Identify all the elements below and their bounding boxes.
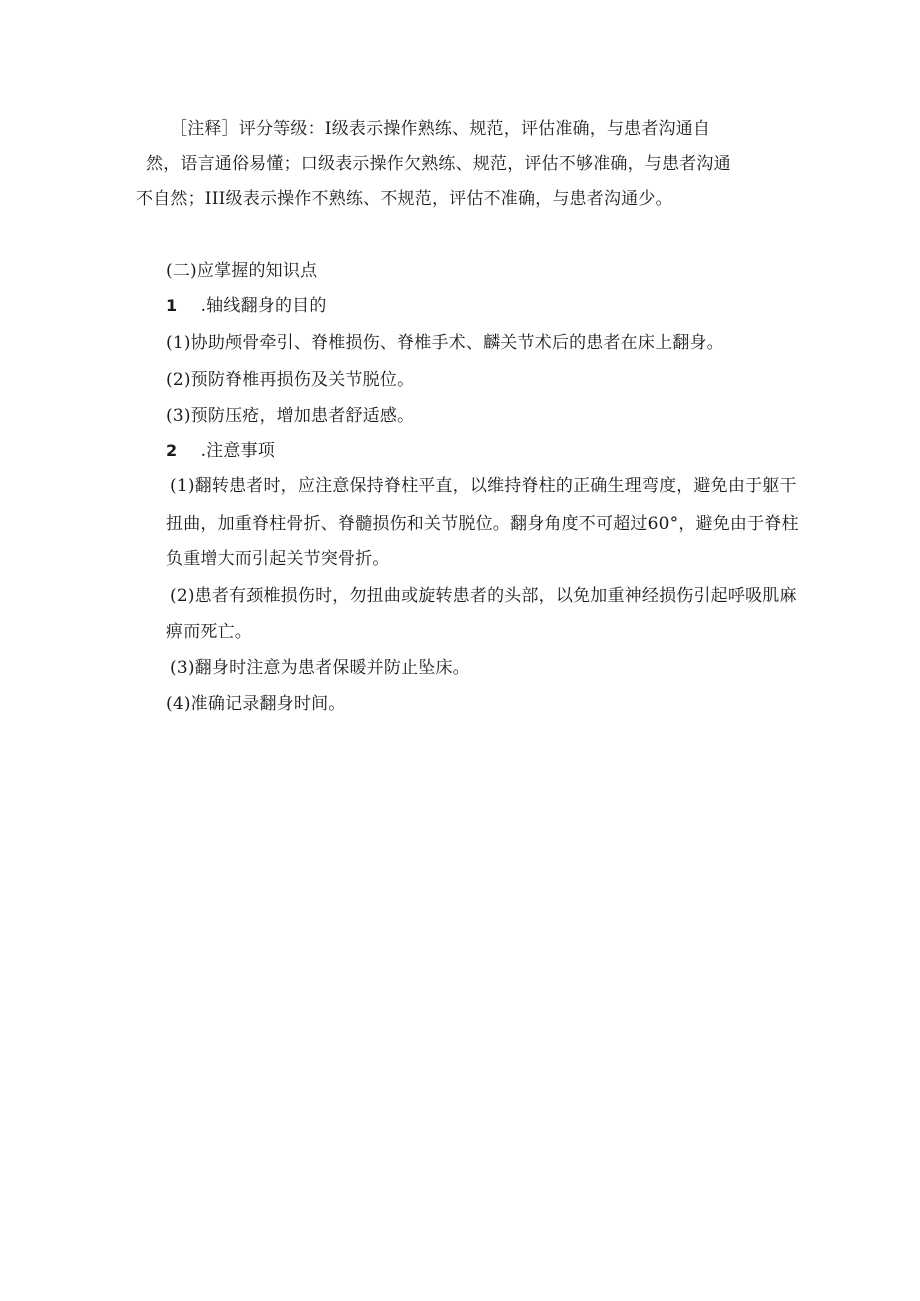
cautions-number: 2 bbox=[166, 441, 178, 460]
caution-1-line-2: 扭曲，加重脊柱骨折、脊髓损伤和关节脱位。翻身角度不可超过60°，避免由于脊柱 bbox=[166, 514, 799, 534]
section-title: (二)应掌握的知识点 bbox=[166, 261, 318, 281]
note-line-1: ［注释］评分等级：I级表示操作熟练、规范，评估准确，与患者沟通自 bbox=[170, 119, 711, 139]
purpose-number: 1 bbox=[166, 296, 178, 315]
note-line-2: 然，语言通俗易懂；口级表示操作欠熟练、规范，评估不够准确，与患者沟通 bbox=[146, 154, 731, 174]
caution-1-line-3: 负重增大而引起关节突骨折。 bbox=[166, 549, 390, 569]
caution-3: (3)翻身时注意为患者保暖并防止坠床。 bbox=[170, 658, 470, 678]
purpose-item-2: (2)预防脊椎再损伤及关节脱位。 bbox=[166, 370, 415, 390]
purpose-item-3: (3)预防压疮，增加患者舒适感。 bbox=[166, 406, 415, 426]
purpose-item-1: (1)协助颅骨牵引、脊椎损伤、脊椎手术、麟关节术后的患者在床上翻身。 bbox=[166, 333, 724, 353]
purpose-heading bbox=[166, 294, 327, 318]
note-line-3: 不自然；III级表示操作不熟练、不规范，评估不准确，与患者沟通少。 bbox=[136, 189, 673, 209]
caution-1-line-1: (1)翻转患者时，应注意保持脊柱平直，以维持脊柱的正确生理弯度，避免由于躯干 bbox=[170, 476, 797, 496]
caution-2-line-1: (2)患者有颈椎损伤时，勿扭曲或旋转患者的头部，以免加重神经损伤引起呼吸肌麻 bbox=[170, 586, 797, 606]
cautions-heading bbox=[166, 439, 275, 463]
caution-2-line-2: 痹而死亡。 bbox=[166, 622, 252, 642]
cautions-heading-text: .注意事项 bbox=[200, 441, 275, 461]
caution-4: (4)准确记录翻身时间。 bbox=[166, 694, 346, 714]
purpose-heading-text: .轴线翻身的目的 bbox=[200, 296, 327, 316]
